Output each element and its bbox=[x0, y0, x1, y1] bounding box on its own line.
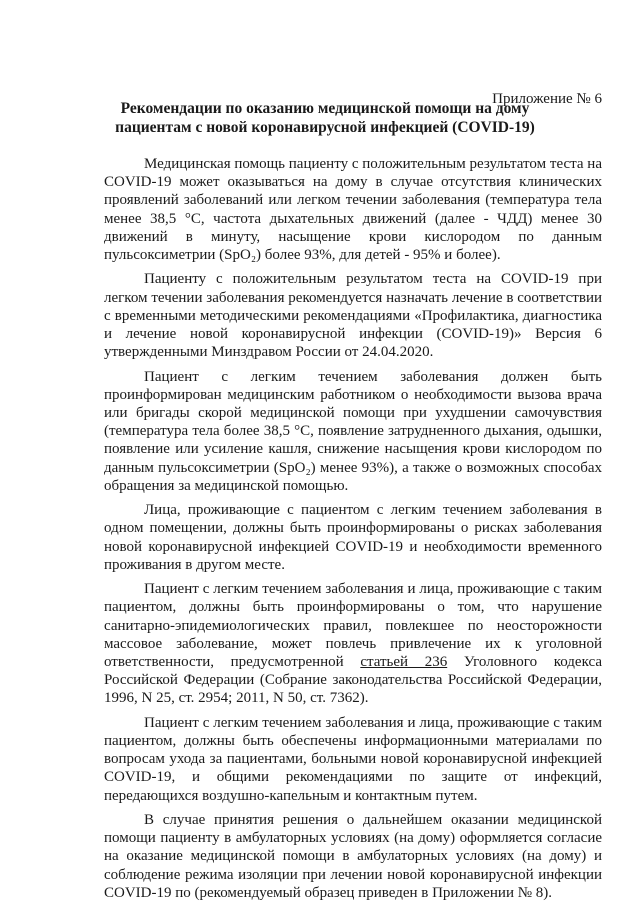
document-body bbox=[104, 155, 602, 908]
paragraph-5 bbox=[104, 580, 602, 707]
appendix-label: Приложение № 6 bbox=[492, 91, 602, 107]
paragraph-6: Пациент с легким течением заболевания и лица, проживающие с таким пациентом, должны быть обеспечены информационными материалами по вопросам ухода за пациентами, больными новой коронавирусной инфекцией COVID-19, и общими рекомендациями по защите от инфекций, передающихся воздушно-капельным и контактным путем. bbox=[104, 714, 602, 804]
paragraph-5-text-before: Пациент с легким течением заболевания и лица, проживающие с таким пациентом, должны быть проинформированы о том, что нарушение санитарно-эпидемиологических правил, повлекшее по неосторожности массовое заболевание, может повлечь привлечение их к уголовной ответственности, предусмотренной bbox=[104, 581, 602, 671]
paragraph-1: Медицинская помощь пациенту с положительным результатом теста на COVID-19 может оказываться на дому в случае отсутствия клинических проявлений заболеваний или легком течении заболевания (температура тела менее 38,5 °С, частота дыхательных движений (далее - ЧДД) менее 30 движений в минуту, насыщение крови кислородом по данным пульсоксиметрии (SpO₂) более 93%, для детей - 95% и более). bbox=[104, 156, 602, 264]
paragraph-2: Пациенту с положительным результатом теста на COVID-19 при легком течении заболевания рекомендуется назначать лечение в соответствии с временными методическими рекомендациями «Профилактика, диагностика и лечение новой коронавирусной инфекции (COVID-19)» Версия 6 утвержденными Минздравом России от 24.04.2020. bbox=[104, 271, 602, 361]
article-236-link[interactable]: статьей 236 bbox=[360, 654, 448, 671]
paragraph-4: Лица, проживающие с пациентом с легким течением заболевания в одном помещении, должны быть проинформированы о рисках заболевания новой коронавирусной инфекцией COVID-19 и необходимости временного проживания в другом месте. bbox=[104, 502, 602, 573]
paragraph-3: Пациент с легким течением заболевания должен быть проинформирован медицинским работником о необходимости вызова врача или бригады скорой медицинской помощи при ухудшении самочувствия (температура тела более 38,5 °С, появление затрудненного дыхания, одышки, появление или усиление кашля, снижение насыщения крови кислородом по данным пульсоксиметрии (SpO₂) менее 93%), а также о возможных способах обращения за медицинской помощью. bbox=[104, 368, 602, 494]
paragraph-7: В случае принятия решения о дальнейшем оказании медицинской помощи пациенту в амбулаторных условиях (на дому) оформляется согласие на оказание медицинской помощи в амбулаторных условиях (на дому) и соблюдение режима изоляции при лечении новой коронавирусной инфекции COVID-19 по (рекомендуемый образец приведен в Приложении № 8). bbox=[104, 812, 602, 901]
document-title: Рекомендации по оказанию медицинской помощи на дому пациентам с новой коронавирусной инфекцией (COVID-19) bbox=[115, 100, 535, 136]
paragraph-5-text-after: Уголовного кодекса Российской Федерации (Собрание законодательства Российской Федерации, 1996, N 25, ст. 2954; 2011, N 50, ст. 7362). bbox=[104, 654, 602, 707]
